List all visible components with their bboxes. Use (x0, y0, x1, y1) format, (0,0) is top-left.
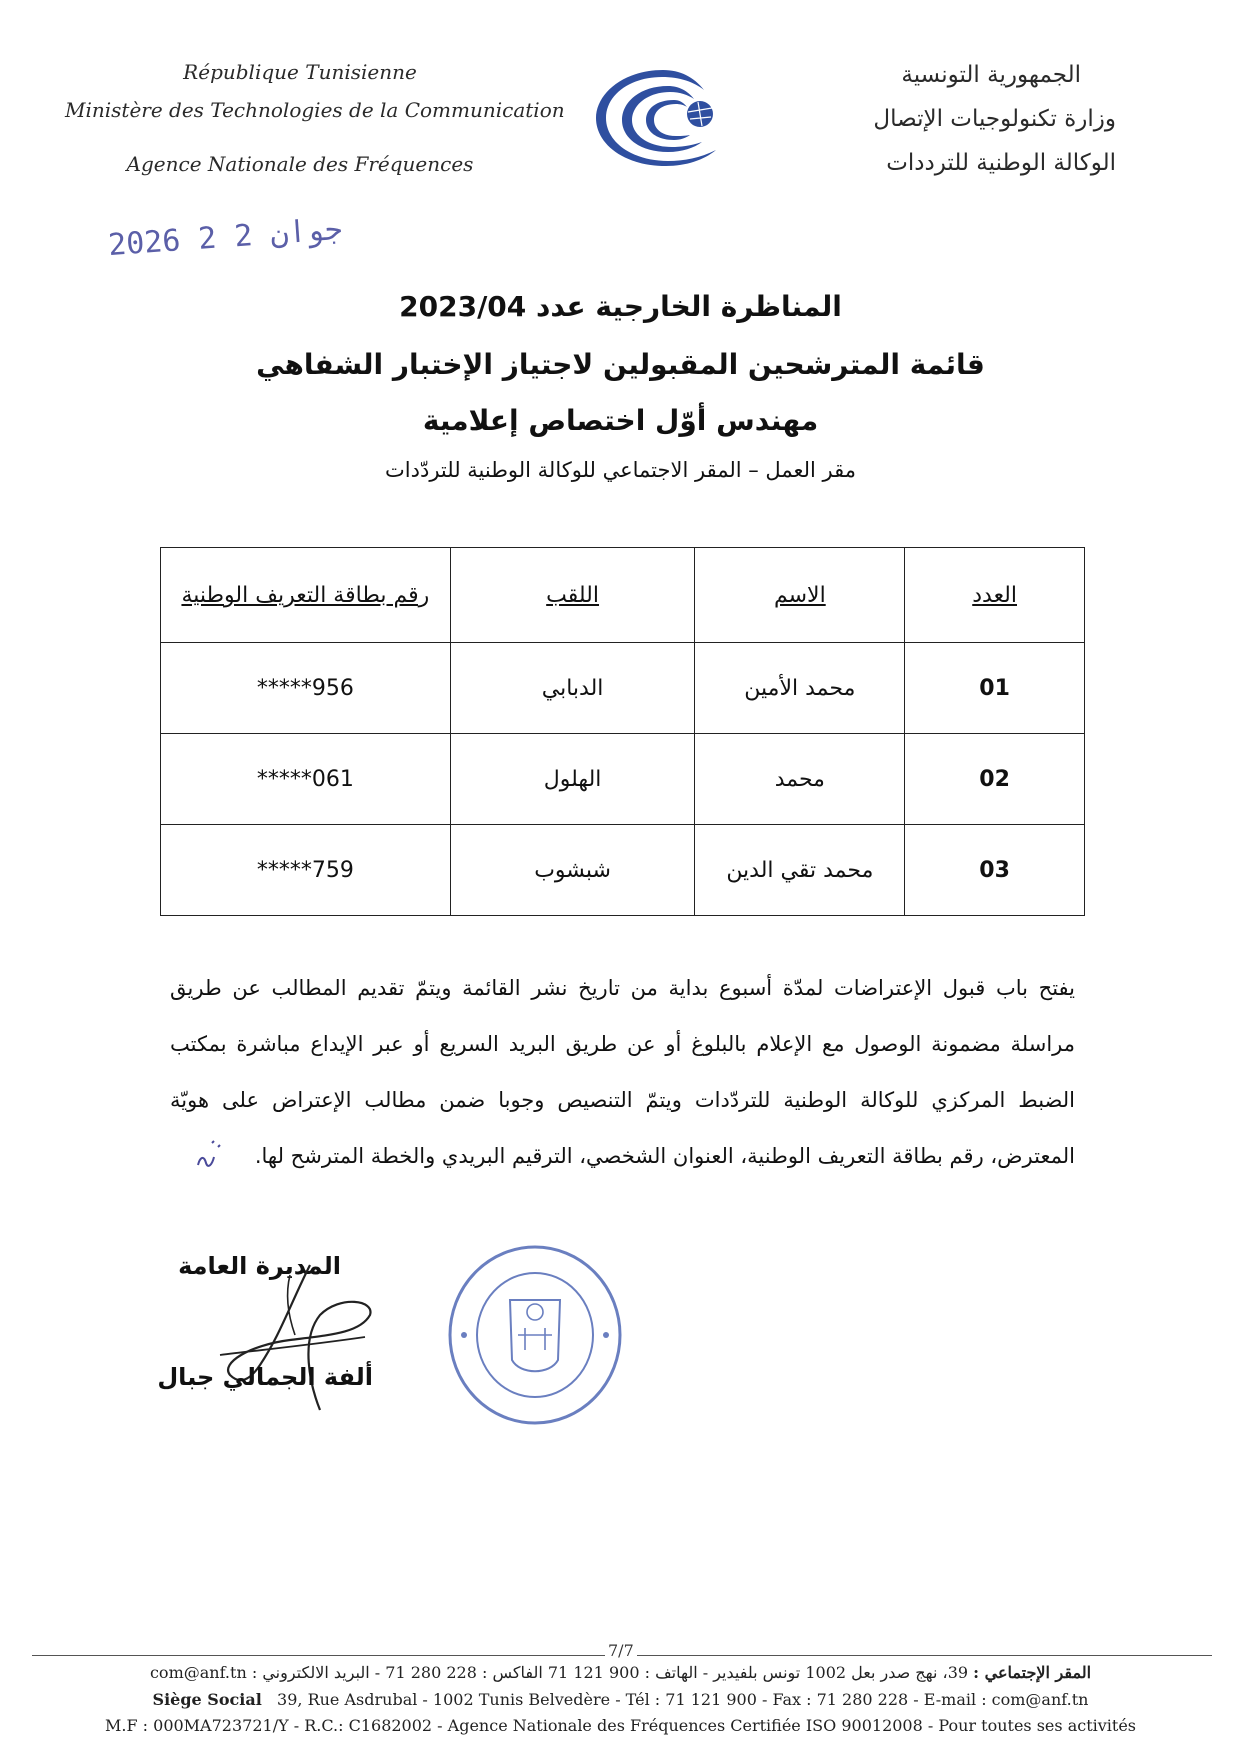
signatory-name: ألفة الجمالي جبال (157, 1363, 373, 1391)
cell-id-card: *****759 (161, 825, 451, 916)
table-row (161, 643, 1085, 734)
title-list: قائمة المترشحين المقبولين لاجتياز الإختبار الشفاهي (256, 348, 985, 381)
candidates-table (160, 547, 1085, 916)
anf-logo-icon (588, 62, 738, 172)
header-fr-ministry: Ministère des Technologies de la Communication (65, 98, 565, 122)
header-fr-republic: République Tunisienne (183, 60, 417, 84)
table-row (161, 825, 1085, 916)
cell-id-card: *****061 (161, 734, 451, 825)
signatory-title: المديرة العامة (178, 1252, 341, 1280)
cell-number: 01 (905, 643, 1085, 734)
cell-first-name: محمد الأمين (695, 643, 905, 734)
column-header-id-card: رقم بطاقة التعريف الوطنية (161, 548, 451, 643)
column-header-number: العدد (905, 548, 1085, 643)
table-header-row (161, 548, 1085, 643)
title-competition: المناظرة الخارجية عدد 2023/04 (399, 290, 842, 323)
header-ar-ministry: وزارة تكنولوجيات الإتصال (873, 106, 1116, 132)
official-seal-icon (440, 1240, 630, 1430)
cell-first-name: محمد (695, 734, 905, 825)
page-number: 7/7 (605, 1641, 637, 1660)
cell-last-name: شبشوب (450, 825, 695, 916)
table-row (161, 734, 1085, 825)
cell-number: 02 (905, 734, 1085, 825)
header-ar-republic: الجمهورية التونسية (901, 62, 1081, 88)
date-stamp: 2026 جوان 2 2 (107, 211, 344, 264)
title-position: مهندس أوّل اختصاص إعلامية (422, 404, 819, 437)
header-fr-agency: Agence Nationale des Fréquences (126, 152, 474, 176)
cell-number: 03 (905, 825, 1085, 916)
cell-last-name: الهلول (450, 734, 695, 825)
footer-address-ar: المقر الإجتماعي : 39، نهج صدر بعل 1002 تونس بلفيدير - الهاتف : 900 121 71 الفاكس : 228 280 71 - البريد الالكتروني : com@anf.tn (149, 1663, 1092, 1682)
title-workplace: مقر العمل – المقر الاجتماعي للوكالة الوطنية للتردّدات (385, 458, 856, 482)
cell-last-name: الدبابي (450, 643, 695, 734)
column-header-last-name: اللقب (450, 548, 695, 643)
column-header-first-name: الاسم (695, 548, 905, 643)
footer-legal: M.F : 000MA723721/Y - R.C.: C1682002 - Agence Nationale des Fréquences Certifiée ISO 90012008 - Pour toutes ses activités (105, 1716, 1136, 1735)
footer-address-fr: Siège Social 39, Rue Asdrubal - 1002 Tunis Belvedère - Tél : 71 121 900 - Fax : 71 280 228 - E-mail : com@anf.tn (152, 1690, 1089, 1709)
cell-id-card: *****956 (161, 643, 451, 734)
initials-mark-icon (190, 1135, 230, 1175)
header-ar-agency: الوكالة الوطنية للترددات (886, 150, 1116, 176)
cell-first-name: محمد تقي الدين (695, 825, 905, 916)
objection-paragraph: يفتح باب قبول الإعتراضات لمدّة أسبوع بداية من تاريخ نشر القائمة ويتمّ تقديم المطالب عن طريق مراسلة مضمونة الوصول مع الإعلام بالبلوغ أو عن طريق البريد السريع أو عبر الإيداع مباشرة بمكتب الضبط المركزي للوكالة الوطنية للتردّدات ويتمّ التنصيص وجوبا ضمن مطالب الإعتراض على هويّة المعترض، رقم بطاقة التعريف الوطنية، العنوان الشخصي، الترقيم البريدي والخطة المترشح لها. (170, 976, 1075, 1168)
